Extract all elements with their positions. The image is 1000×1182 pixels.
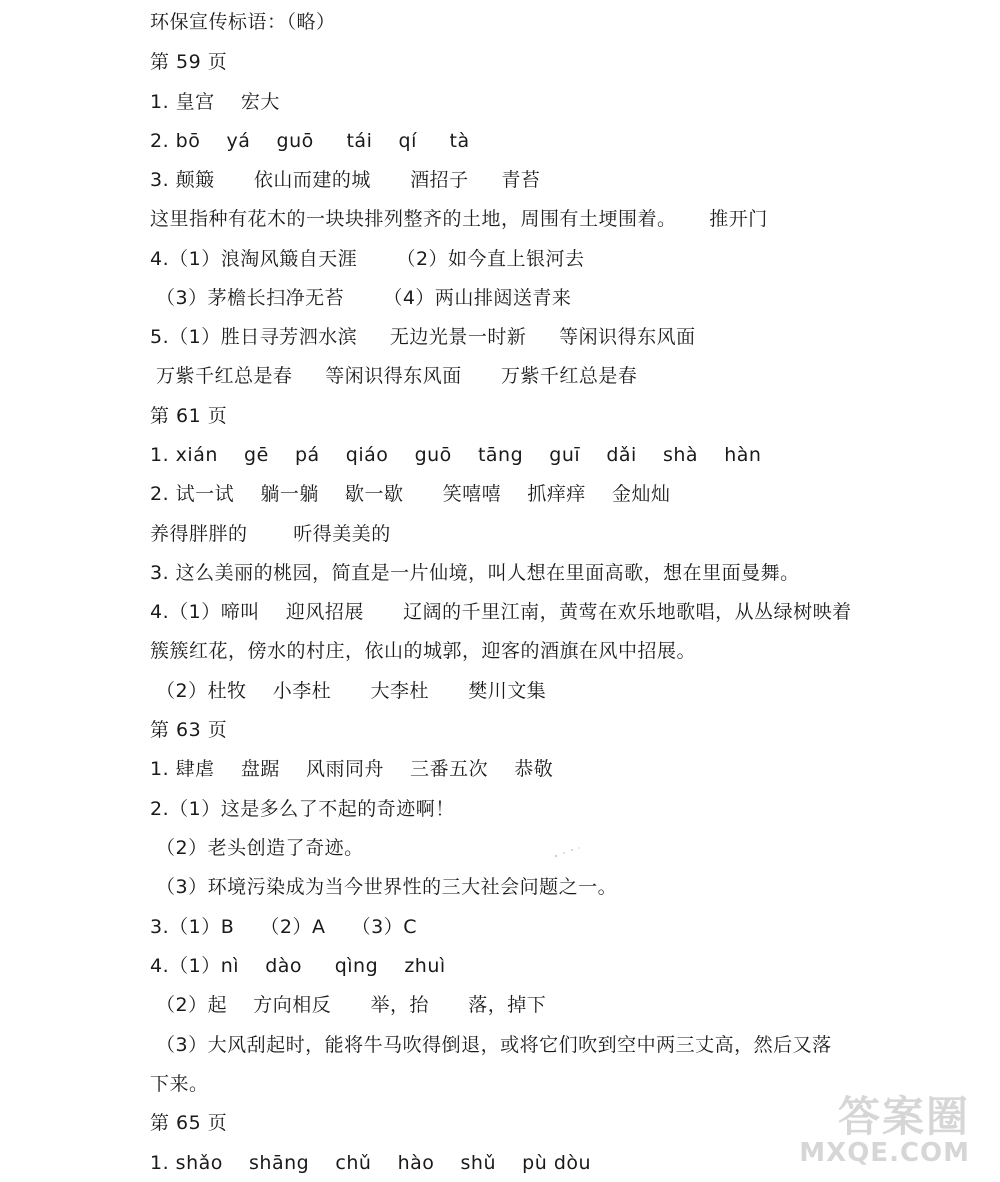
answer-line: 下来。 [150,1073,209,1095]
page-heading-65: 第 65 页 [150,1112,228,1134]
answer-line: 2. bō yá guō tái qí tà [150,130,470,152]
answer-line: 这里指种有花木的一块块排列整齐的土地，周围有土埂围着。 推开门 [150,208,768,230]
answer-line: 簇簇红花，傍水的村庄，依山的城郭，迎客的酒旗在风中招展。 [150,640,697,662]
answer-line: 4.（1）啼叫 迎风招展 辽阔的千里江南，黄莺在欢乐地歌唱，从丛绿树映着 [150,601,852,623]
answer-line: 万紫千红总是春 等闲识得东风面 万紫千红总是春 [156,365,638,387]
answer-line: 1. 肆虐 盘踞 风雨同舟 三番五次 恭敬 [150,758,554,780]
page-heading-61: 第 61 页 [150,405,228,427]
answer-line: 2. 试一试 躺一躺 歇一歇 笑嘻嘻 抓痒痒 金灿灿 [150,483,671,505]
answer-line: 3.（1）B （2）A （3）C [150,916,418,938]
site-watermark [770,1084,970,1174]
answer-line: 3. 颠簸 依山而建的城 酒招子 青苔 [150,169,541,191]
answer-line: 1. shǎo shāng chǔ hào shǔ pù dòu [150,1152,592,1174]
answer-line: （3）环境污染成为当今世界性的三大社会问题之一。 [156,876,618,898]
answer-line: 3. 这么美丽的桃园，简直是一片仙境，叫人想在里面高歌，想在里面曼舞。 [150,562,800,584]
answer-line: 4.（1）nì dào qìng zhuì [150,955,446,977]
answer-line: 1. 皇宫 宏大 [150,91,280,113]
answer-line: （2）杜牧 小李杜 大李杜 樊川文集 [156,680,547,702]
answer-line: 1. xián gē pá qiáo guō tāng guī dǎi shà hàn [150,444,762,466]
answer-line: （2）老头创造了奇迹。 [156,837,364,859]
answer-line: 养得胖胖的 听得美美的 [150,523,391,545]
answer-line: （3）茅檐长扫净无苔 （4）两山排闼送青来 [156,287,572,309]
answer-line: 5.（1）胜日寻芳泗水滨 无边光景一时新 等闲识得东风面 [150,326,696,348]
page-heading-59: 第 59 页 [150,51,228,73]
answer-line: （3）大风刮起时，能将牛马吹得倒退，或将它们吹到空中两三丈高，然后又落 [156,1034,832,1056]
watermark-url: MXQE.COM [799,1138,970,1168]
answer-line: 4.（1）浪淘风簸自天涯 （2）如今直上银河去 [150,248,585,270]
answer-line: （2）起 方向相反 举，抬 落，掉下 [156,994,547,1016]
slogan-note: 环保宣传标语：（略） [150,11,336,33]
watermark-logo-text: 答案圈 [837,1092,970,1141]
page-heading-63: 第 63 页 [150,719,228,741]
answer-line: 2.（1）这是多么了不起的奇迹啊！ [150,798,455,820]
scan-speck [552,846,582,860]
